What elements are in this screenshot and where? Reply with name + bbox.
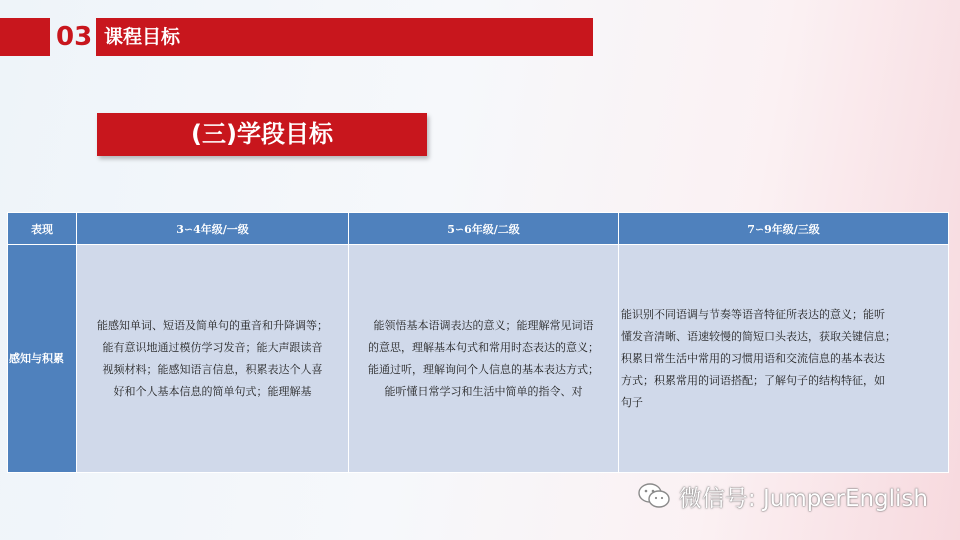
section-title: (三)学段目标 xyxy=(191,120,333,148)
goals-table xyxy=(7,212,949,473)
wechat-watermark xyxy=(637,480,928,512)
row-label: 感知与积累 xyxy=(8,245,77,473)
level1-line: 好和个人基本信息的简单句式；能理解基 xyxy=(113,384,312,398)
section-number: 03 xyxy=(56,22,93,52)
section-title-box xyxy=(97,113,427,156)
level3-line: 方式；积累常用的词语搭配；了解句子的结构特征，如 xyxy=(621,373,885,387)
watermark-text: 微信号: JumperEnglish xyxy=(678,485,928,512)
level2-line: 的意思，理解基本句式和常用时态表达的意义； xyxy=(368,340,599,354)
wechat-icon xyxy=(637,481,671,511)
level1-cell xyxy=(77,245,349,473)
level3-line: 积累日常生活中常用的习惯用语和交流信息的基本表达 xyxy=(621,351,885,365)
table-header-row xyxy=(8,213,949,245)
level2-line: 能通过听，理解询问个人信息的基本表达方式； xyxy=(368,362,599,376)
level3-line: 句子 xyxy=(621,395,643,409)
level3-cell xyxy=(619,245,949,473)
header-number-block xyxy=(0,18,50,56)
level2-line: 能领悟基本语调表达的意义；能理解常见词语 xyxy=(373,318,594,332)
level1-line: 能感知单词、短语及简单句的重音和升降调等； xyxy=(97,318,328,332)
level2-cell xyxy=(349,245,619,473)
column-header-level1: 3∽4年级/一级 xyxy=(77,213,349,245)
level1-line: 视频材料；能感知语言信息，积累表达个人喜 xyxy=(102,362,323,376)
level3-line: 懂发音清晰、语速较慢的简短口头表达，获取关键信息； xyxy=(621,329,896,343)
level1-line: 能有意识地通过模仿学习发音；能大声跟读音 xyxy=(102,340,323,354)
header-title-bar xyxy=(96,18,593,56)
header-title: 课程目标 xyxy=(104,26,181,48)
column-header-performance: 表现 xyxy=(8,213,77,245)
level2-line: 能听懂日常学习和生活中简单的指令、对 xyxy=(384,384,583,398)
table-row xyxy=(8,245,949,473)
level3-line: 能识别不同语调与节奏等语音特征所表达的意义；能听 xyxy=(621,307,885,321)
column-header-level3: 7∽9年级/三级 xyxy=(619,213,949,245)
column-header-level2: 5∽6年级/二级 xyxy=(349,213,619,245)
